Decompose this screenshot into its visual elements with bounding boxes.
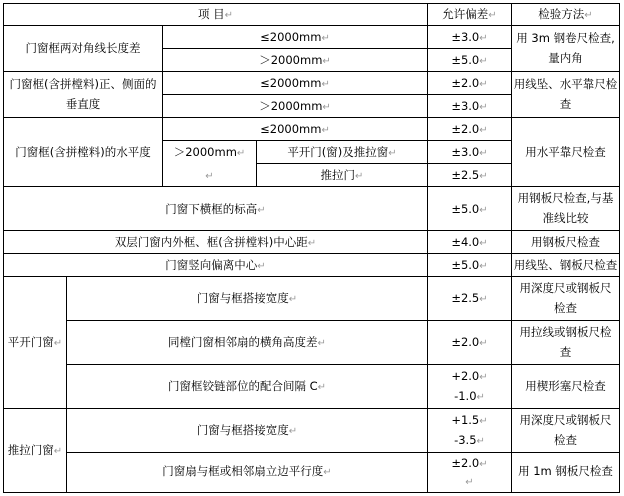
tolerance-value: ±2.5↵ bbox=[451, 168, 488, 182]
method-text: 用水平靠尺检查 bbox=[525, 145, 606, 159]
grid-line bbox=[3, 276, 620, 277]
method-text: 用钢板尺检查 bbox=[531, 235, 600, 249]
method-text: 用钢板尺检查,与基 bbox=[517, 191, 614, 205]
grid-line bbox=[619, 3, 620, 493]
method-text: 用深度尺或钢板尺 bbox=[519, 413, 612, 427]
group-label: 推拉门窗↵ bbox=[7, 443, 63, 457]
tolerance-value: ±2.0↵ bbox=[451, 456, 488, 470]
tolerance-value: ±5.0↵ bbox=[451, 202, 488, 216]
tolerance-value: ±2.0↵ bbox=[451, 122, 488, 136]
grid-line bbox=[66, 452, 620, 453]
group-label: 平开门窗↵ bbox=[7, 335, 63, 349]
grid-line bbox=[3, 25, 620, 26]
item-label: 门窗下横框的标高↵ bbox=[165, 202, 266, 216]
empty-mark: ↵ bbox=[205, 171, 214, 182]
method-text: 检查 bbox=[554, 301, 577, 315]
sub-condition: ＞2000mm↵ bbox=[173, 145, 246, 159]
method-text: 用线坠、钢板尺检查 bbox=[513, 258, 618, 272]
tolerance-value: ±3.0↵ bbox=[451, 99, 488, 113]
tolerance-value: -1.0↵ bbox=[454, 389, 485, 403]
grid-line bbox=[162, 48, 511, 49]
method-text: 用线坠、水平靠尺检 bbox=[513, 77, 618, 91]
grid-line bbox=[3, 117, 620, 118]
grid-line bbox=[162, 94, 511, 95]
method-text: 用拉线或钢板尺检 bbox=[519, 325, 612, 339]
tolerance-value: ±4.0↵ bbox=[451, 235, 488, 249]
tolerance-value: ±5.0↵ bbox=[451, 53, 488, 67]
method-text: 用 1m 钢板尺检查 bbox=[518, 464, 613, 478]
item-label: 门窗与框搭接宽度↵ bbox=[196, 291, 298, 305]
item-label: 门窗框(含拼樘料)的水平度 bbox=[15, 145, 151, 159]
method-text: 用 3m 钢卷尺检查, bbox=[516, 31, 615, 45]
sub-condition: ≤2000mm↵ bbox=[260, 30, 330, 44]
grid-line bbox=[162, 140, 511, 141]
tolerance-value: ±3.0↵ bbox=[451, 30, 488, 44]
tolerance-value: +1.5↵ bbox=[451, 413, 488, 427]
empty-mark: ↵ bbox=[465, 477, 474, 488]
method-text: 查 bbox=[559, 97, 572, 111]
sub-condition: 推拉门↵ bbox=[320, 168, 364, 182]
grid-line bbox=[3, 186, 620, 187]
sub-condition: ≤2000mm↵ bbox=[260, 122, 330, 136]
item-label: 垂直度 bbox=[65, 97, 101, 111]
grid-line bbox=[66, 320, 620, 321]
grid-line bbox=[3, 492, 620, 493]
method-text: 用深度尺或钢板尺 bbox=[519, 281, 612, 295]
grid-line bbox=[66, 364, 620, 365]
item-label: 门窗框两对角线长度差 bbox=[25, 41, 141, 55]
item-label: 门窗框铰链部位的配合间隔 C↵ bbox=[167, 379, 327, 393]
item-label: 门窗竖向偏离中心↵ bbox=[165, 258, 266, 272]
header-item: 项 目↵ bbox=[197, 7, 234, 21]
sub-condition: ≤2000mm↵ bbox=[260, 76, 330, 90]
grid-line bbox=[256, 163, 511, 164]
item-label: 双层门窗内外框、框(含拼樘料)中心距↵ bbox=[114, 235, 317, 249]
sub-condition: ＞2000mm↵ bbox=[259, 99, 331, 113]
sub-condition: 平开门(窗)及推拉窗↵ bbox=[287, 145, 397, 159]
grid-line bbox=[3, 253, 620, 254]
grid-line bbox=[3, 71, 620, 72]
method-text: 量内角 bbox=[548, 51, 583, 65]
tolerance-value: ±2.0↵ bbox=[451, 335, 488, 349]
grid-line bbox=[3, 3, 620, 4]
grid-line bbox=[3, 230, 620, 231]
tolerance-value: ±2.0↵ bbox=[451, 76, 488, 90]
grid-line bbox=[3, 408, 620, 409]
tolerance-value: ±5.0↵ bbox=[451, 258, 488, 272]
item-label: 门窗框(含拼樘料)正、侧面的 bbox=[9, 77, 157, 91]
header-method: 检验方法↵ bbox=[538, 7, 593, 21]
item-label: 门窗与框搭接宽度↵ bbox=[196, 423, 298, 437]
method-text: 查 bbox=[559, 345, 572, 359]
item-label: 门窗扇与框或相邻扇立边平行度↵ bbox=[162, 464, 332, 478]
method-text: 准线比较 bbox=[542, 211, 589, 225]
item-label: 同樘门窗相邻扇的横角高度差↵ bbox=[168, 335, 326, 349]
tolerance-value: -3.5↵ bbox=[454, 433, 485, 447]
header-tolerance: 允许偏差↵ bbox=[442, 7, 497, 21]
method-text: 检查 bbox=[554, 433, 577, 447]
sub-condition: ＞2000mm↵ bbox=[259, 53, 331, 67]
tolerance-value: +2.0↵ bbox=[451, 369, 488, 383]
tolerance-value: ±3.0↵ bbox=[451, 145, 488, 159]
tolerance-value: ±2.5↵ bbox=[451, 291, 488, 305]
method-text: 用楔形塞尺检查 bbox=[525, 379, 606, 393]
